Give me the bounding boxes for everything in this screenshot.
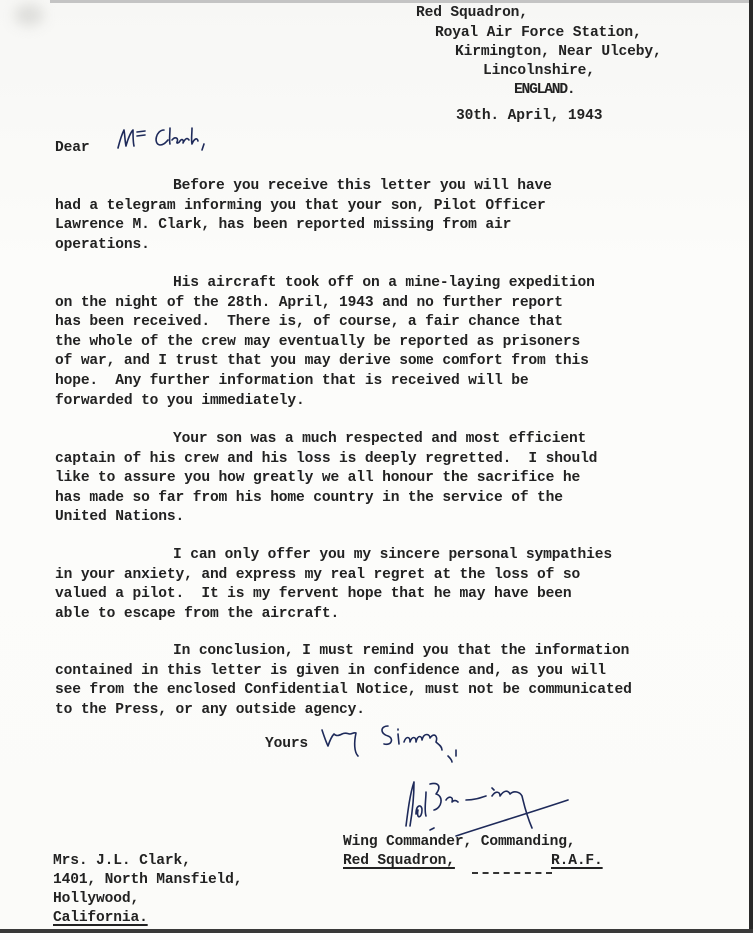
paragraph-line: captain of his crew and his loss is deeply regretted. I should [55, 450, 598, 467]
paragraph-line: contained in this letter is given in confidence and, as you will [55, 662, 606, 679]
scan-top-edge [50, 0, 753, 3]
paragraph-line: of war, and I trust that you may derive some comfort from this [55, 353, 589, 370]
letterhead-line: Red Squadron, [416, 5, 528, 21]
paragraph-line: in your anxiety, and express my real regret at the loss of so [55, 566, 581, 583]
paragraph-line: valued a pilot. It is my fervent hope that he may have been [55, 586, 572, 603]
paragraph-line: had a telegram informing you that your son, Pilot Officer [55, 197, 546, 214]
body-paragraph-5 [55, 642, 745, 720]
paragraph-line: Lawrence M. Clark, has been reported missing from air [55, 217, 512, 234]
address-line: Mrs. J.L. Clark, [53, 853, 191, 869]
paragraph-line: hope. Any further information that is received will be [55, 372, 529, 389]
letterhead-line: Kirmington, Near Ulceby, [455, 44, 662, 60]
handwritten-salutation [112, 124, 222, 158]
paragraph-line: has been received. There is, of course, a fair chance that [55, 314, 563, 331]
address-line: 1401, North Mansfield, [53, 872, 243, 888]
signatory-unit: Red Squadron, [343, 853, 455, 869]
paragraph-line: able to escape from the aircraft. [55, 605, 340, 622]
body-paragraph-1 [55, 177, 715, 255]
paragraph-line: forwarded to you immediately. [55, 392, 305, 409]
letterhead-line: Royal Air Force Station, [435, 25, 642, 41]
paragraph-line: I can only offer you my sincere personal sympathies [173, 547, 612, 563]
paragraph-line: to the Press, or any outside agency. [55, 701, 365, 718]
signature-scrawl [396, 770, 596, 840]
paragraph-line: like to assure you how greatly we all honour the sacrifice he [55, 470, 581, 487]
body-paragraph-4 [55, 546, 715, 624]
address-line: California. [53, 910, 148, 926]
paragraph-line: His aircraft took off on a mine-laying expedition [173, 275, 595, 291]
scan-right-edge [749, 0, 753, 933]
signature-underline-rule [472, 872, 552, 874]
scan-bottom-edge [0, 929, 753, 933]
paragraph-line: Your son was a much respected and most efficient [173, 431, 587, 447]
address-line: Hollywood, [53, 891, 140, 907]
paragraph-line: has made so far from his home country in the service of the [55, 489, 563, 506]
scan-smudge [14, 4, 44, 26]
paragraph-line: the whole of the crew may eventually be reported as prisoners [55, 333, 581, 350]
signatory-service: R.A.F. [551, 853, 603, 869]
paragraph-line: on the night of the 28th. April, 1943 and no further report [55, 294, 563, 311]
closing-typed: Yours [265, 736, 309, 752]
letterhead-line: ENGLAND. [514, 82, 575, 98]
paragraph-line: In conclusion, I must remind you that the information [173, 643, 630, 659]
body-paragraph-3 [55, 430, 715, 528]
paragraph-line: operations. [55, 236, 150, 253]
handwritten-closing [318, 722, 498, 772]
paragraph-line: United Nations. [55, 509, 185, 526]
paragraph-line: Before you receive this letter you will have [173, 178, 552, 194]
letterhead-line: Lincolnshire, [483, 63, 595, 79]
salutation-typed: Dear [55, 140, 90, 156]
signatory-title: Wing Commander, Commanding, [343, 834, 576, 850]
letter-date: 30th. April, 1943 [456, 108, 603, 124]
paragraph-line: see from the enclosed Confidential Notice, must not be communicated [55, 682, 632, 699]
body-paragraph-2 [55, 274, 715, 411]
